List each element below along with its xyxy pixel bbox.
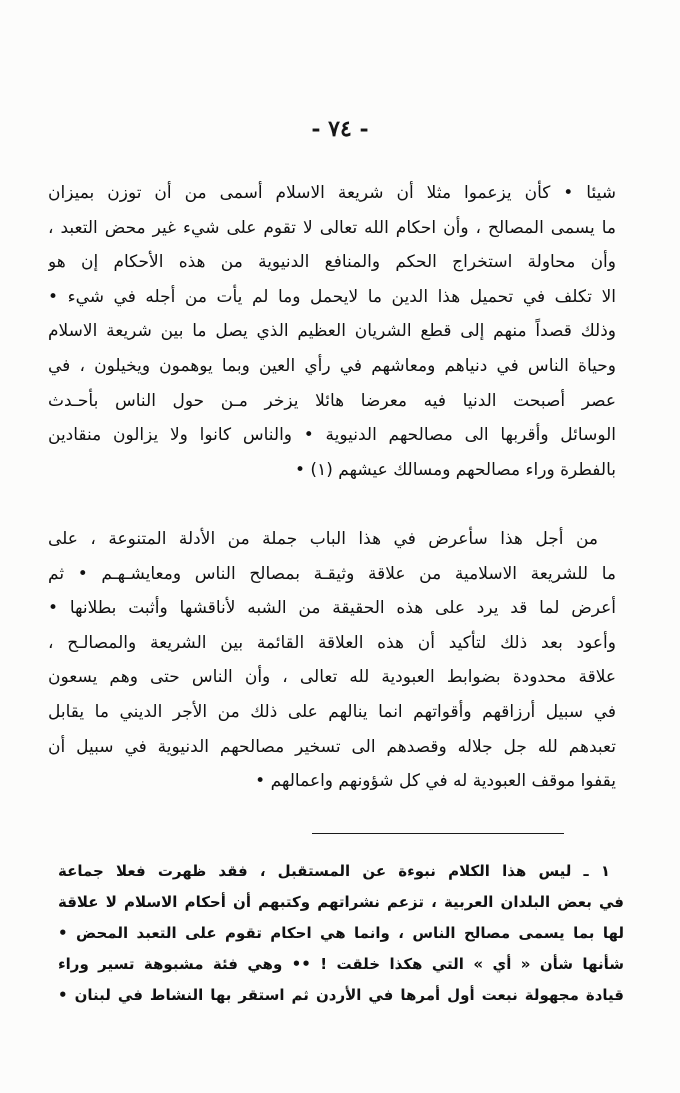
text-line: يقفوا موقف العبودية له في كل شؤونهم واعمالهم • [255, 771, 616, 792]
page-number: - ٧٤ - [311, 116, 369, 142]
text-line: وأن محاولة استخراج الحكم والمنافع الدنيوية من هذه الأحكام إن هو [48, 252, 616, 273]
text-line: في سبيل أرزاقهم وأقواتهم انما ينالهم على ذلك من الأجر الديني ما يقابل [48, 701, 616, 722]
text-line: علاقة محدودة بضوابط العبودية لله تعالى ، وأن الناس حتى وهم يسعون [48, 667, 616, 688]
text-line: وأعود بعد ذلك لتأكيد أن هذه العلاقة القائمة بين الشريعة والمصالـح ، [48, 632, 616, 653]
text-line: وحياة الناس في دنياهم ومعاشهم في رأي العين وبما يوهمون ويخيلون ، في [48, 355, 616, 376]
footnote-line: قيادة مجهولة نبعت أول أمرها في الأردن ثم استقر بها النشاط في لبنان • [58, 986, 624, 1004]
footnote [58, 856, 624, 1011]
paragraph-2 [48, 522, 616, 799]
text-line: ما للشريعة الاسلامية من علاقة وثيقـة بمصالح الناس ومعايشـهـم • ثم [48, 563, 616, 584]
text-line: الوسائل وأقربها الى مصالحهم الدنيوية • والناس كانوا ولا يزالون منقادين [48, 425, 616, 446]
text-line: الا تكلف في تحميل هذا الدين ما لايحمل وما لم يأت من أجله في شيء • [48, 286, 616, 307]
footnote-line: لها بما يسمى مصالح الناس ، وانما هي احكام تقوم على التعبد المحض • [58, 924, 624, 942]
paragraph-1 [48, 176, 616, 487]
text-line: تعبدهم لله جل جلاله وقصدهم الى تسخير مصالحهم الدنيوية في سبيل أن [48, 736, 616, 757]
text-line: وذلك قصداً منهم إلى قطع الشريان العظيم الذي يصل ما بين شريعة الاسلام [48, 321, 616, 342]
footnote-separator [312, 833, 564, 834]
footnote-line: شأنها شأن « أي » التي هكذا خلقت ! •• وهي فئة مشبوهة تسير وراء [58, 955, 624, 973]
text-line: ما يسمى المصالح ، وأن احكام الله تعالى لا تقوم على شيء غير محض التعبد ، [48, 217, 616, 238]
text-line: عصر أصبحت الدنيا فيه معرضا هائلا يزخر مـن حول الناس بأحـدث [48, 390, 616, 411]
text-line: من أجل هذا سأعرض في هذا الباب جملة من الأدلة المتنوعة ، على [48, 529, 598, 549]
text-line: أعرض لما قد يرد على هذه الحقيقة من الشبه لأناقشها وأثبت بطلانها • [48, 598, 616, 619]
text-line: بالفطرة وراء مصالحهم ومسالك عيشهم (١) • [294, 459, 616, 480]
footnote-line: ١ ـ ليس هذا الكلام نبوءة عن المستقبل ، فقد ظهرت فعلا جماعة [58, 862, 610, 880]
footnote-line: في بعض البلدان العربية ، تزعم نشراتهم وكتبهم أن أحكام الاسلام لا علاقة [58, 893, 624, 911]
text-line: شيئا • كأن يزعموا مثلا أن شريعة الاسلام أسمى من أن توزن بميزان [48, 183, 616, 203]
